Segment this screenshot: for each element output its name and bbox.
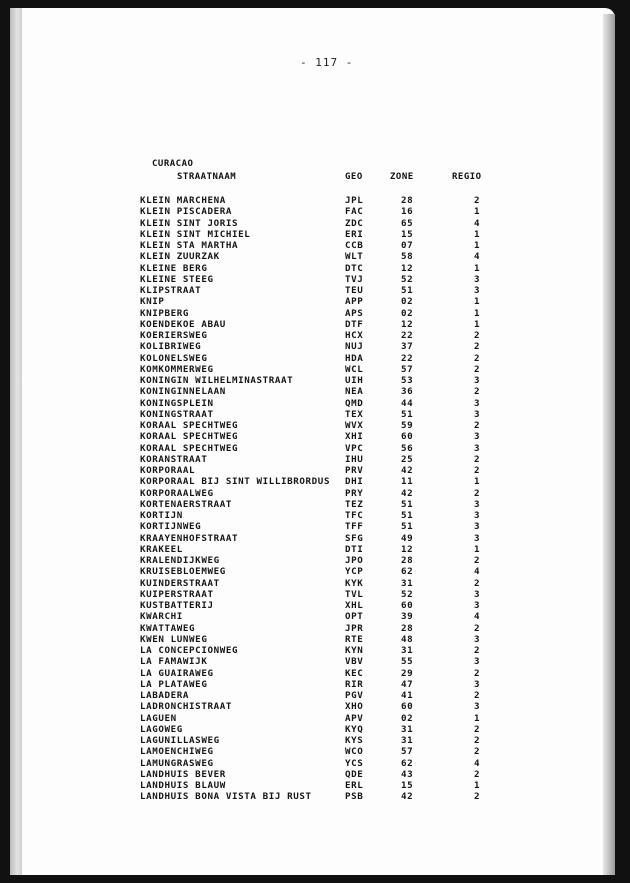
geo-code: JPR — [345, 622, 364, 634]
zone-number: 12 — [401, 318, 414, 330]
geo-code: UIH — [345, 375, 364, 386]
street-name: KORTIJN — [140, 510, 183, 521]
street-name: KLEIN SINT MICHIEL — [140, 228, 251, 240]
zone-number: 58 — [401, 251, 414, 263]
table-row — [10, 364, 615, 375]
document-page — [10, 8, 615, 875]
regio-number: 1 — [474, 240, 481, 251]
zone-number: 29 — [401, 667, 414, 679]
zone-number: 15 — [401, 780, 414, 791]
zone-number: 39 — [401, 611, 414, 623]
street-name: KLEINE BERG — [140, 262, 208, 274]
table-row — [10, 645, 615, 656]
geo-code: WVX — [345, 420, 364, 431]
island-title: CURACAO — [152, 159, 194, 169]
zone-number: 22 — [401, 330, 414, 341]
zone-number: 31 — [401, 577, 414, 589]
zone-number: 52 — [401, 588, 414, 600]
geo-code: KYS — [345, 735, 364, 746]
regio-number: 4 — [474, 611, 481, 623]
table-row — [10, 341, 615, 352]
regio-number: 3 — [474, 521, 481, 533]
geo-code: OPT — [345, 611, 364, 623]
regio-number: 4 — [474, 251, 481, 263]
table-row — [10, 521, 615, 532]
table-row — [10, 724, 615, 735]
zone-number: 15 — [401, 228, 414, 240]
geo-code: PRY — [345, 487, 364, 499]
geo-code: HCX — [345, 330, 364, 341]
regio-number: 4 — [474, 757, 481, 769]
geo-code: PGV — [345, 690, 364, 701]
table-row — [10, 206, 615, 217]
street-name: KNIPBERG — [140, 307, 190, 319]
zone-number: 62 — [401, 566, 414, 578]
table-row — [10, 398, 615, 409]
regio-number: 3 — [474, 375, 481, 386]
street-name: LAGUNILLASWEG — [140, 735, 220, 746]
regio-number: 2 — [474, 735, 481, 746]
geo-code: APV — [345, 712, 364, 724]
table-row — [10, 308, 615, 319]
geo-code: YCS — [345, 757, 364, 769]
table-row — [10, 274, 615, 285]
zone-number: 25 — [401, 453, 414, 465]
table-row — [10, 623, 615, 634]
zone-number: 42 — [401, 465, 414, 476]
zone-number: 57 — [401, 363, 414, 375]
street-name: KRUISEBLOEMWEG — [140, 566, 226, 578]
regio-number: 2 — [474, 352, 481, 364]
regio-number: 1 — [474, 228, 481, 240]
geo-code: TVL — [345, 588, 364, 600]
geo-code: TFF — [345, 521, 364, 533]
zone-number: 02 — [401, 307, 414, 319]
zone-number: 60 — [401, 431, 414, 443]
regio-number: 3 — [474, 408, 481, 420]
street-name: KONINGINNELAAN — [140, 386, 226, 398]
street-name: KWARCHI — [140, 611, 183, 623]
street-name: LA FAMAWIJK — [140, 656, 208, 668]
table-row — [10, 454, 615, 465]
regio-number: 1 — [474, 296, 481, 308]
table-row — [10, 713, 615, 724]
geo-code: VPC — [345, 442, 364, 454]
geo-code: NEA — [345, 386, 364, 398]
geo-code: ERL — [345, 780, 364, 791]
street-name: KUINDERSTRAAT — [140, 577, 220, 589]
regio-number: 1 — [474, 262, 481, 274]
regio-number: 2 — [474, 363, 481, 375]
regio-number: 3 — [474, 600, 481, 611]
table-row — [10, 218, 615, 229]
zone-number: 28 — [401, 195, 414, 206]
table-row — [10, 263, 615, 274]
geo-code: HDA — [345, 352, 364, 364]
zone-number: 51 — [401, 521, 414, 533]
table-row — [10, 679, 615, 690]
street-name: KONINGIN WILHELMINASTRAAT — [140, 375, 294, 386]
regio-number: 1 — [474, 476, 481, 488]
geo-code: TEU — [345, 285, 364, 296]
zone-number: 16 — [401, 206, 414, 218]
zone-number: 65 — [401, 217, 414, 229]
street-name: KORAAL SPECHTWEG — [140, 420, 239, 431]
street-name: KORPORAAL BIJ SINT WILLIBRORDUS — [140, 476, 331, 488]
regio-number: 3 — [474, 656, 481, 668]
table-row — [10, 240, 615, 251]
geo-code: FAC — [345, 206, 364, 218]
table-row — [10, 510, 615, 521]
regio-number: 1 — [474, 543, 481, 555]
zone-number: 12 — [401, 262, 414, 274]
regio-number: 2 — [474, 768, 481, 780]
zone-number: 51 — [401, 408, 414, 420]
table-row — [10, 465, 615, 476]
street-name: KORPORAALWEG — [140, 487, 214, 499]
zone-number: 60 — [401, 600, 414, 611]
regio-number: 2 — [474, 555, 481, 566]
geo-code: KEC — [345, 667, 364, 679]
street-name: KRALENDIJKWEG — [140, 555, 220, 566]
geo-code: VBV — [345, 656, 364, 668]
geo-code: KYN — [345, 645, 364, 656]
table-row — [10, 701, 615, 712]
regio-number: 3 — [474, 273, 481, 285]
regio-number: 3 — [474, 532, 481, 544]
zone-number: 56 — [401, 442, 414, 454]
table-row — [10, 566, 615, 577]
street-name: KUSTBATTERIJ — [140, 600, 214, 611]
zone-number: 07 — [401, 240, 414, 251]
geo-code: WCL — [345, 363, 364, 375]
zone-number: 59 — [401, 420, 414, 431]
zone-number: 43 — [401, 768, 414, 780]
zone-number: 28 — [401, 622, 414, 634]
street-name: KORTIJNWEG — [140, 521, 202, 533]
zone-number: 42 — [401, 791, 414, 803]
regio-number: 1 — [474, 712, 481, 724]
geo-code: PSB — [345, 791, 364, 803]
geo-code: IHU — [345, 453, 364, 465]
zone-number: 41 — [401, 690, 414, 701]
zone-number: 48 — [401, 633, 414, 645]
street-name: KLEIN ZUURZAK — [140, 251, 220, 263]
zone-number: 31 — [401, 723, 414, 735]
street-name: KOENDEKOE ABAU — [140, 318, 226, 330]
street-name: KOLIBRIWEG — [140, 341, 202, 353]
street-name: LAMUNGRASWEG — [140, 757, 214, 769]
regio-number: 3 — [474, 701, 481, 713]
regio-number: 4 — [474, 566, 481, 578]
street-name: LAMOENCHIWEG — [140, 746, 214, 758]
regio-number: 3 — [474, 678, 481, 690]
regio-number: 2 — [474, 667, 481, 679]
zone-number: 02 — [401, 296, 414, 308]
regio-number: 2 — [474, 420, 481, 431]
regio-number: 2 — [474, 791, 481, 803]
street-name: KORAAL SPECHTWEG — [140, 442, 239, 454]
table-row — [10, 353, 615, 364]
regio-number: 1 — [474, 206, 481, 218]
zone-number: 47 — [401, 678, 414, 690]
geo-code: SFG — [345, 532, 364, 544]
zone-number: 12 — [401, 543, 414, 555]
street-name: KORAAL SPECHTWEG — [140, 431, 239, 443]
zone-number: 51 — [401, 285, 414, 296]
street-name: KWATTAWEG — [140, 622, 196, 634]
street-name: KONINGSTRAAT — [140, 408, 214, 420]
table-row — [10, 251, 615, 262]
table-row — [10, 296, 615, 307]
zone-number: 37 — [401, 341, 414, 353]
geo-code: CCB — [345, 240, 364, 251]
geo-code: TFC — [345, 510, 364, 521]
geo-code: DTC — [345, 262, 364, 274]
regio-number: 1 — [474, 780, 481, 791]
street-name: LA PLATAWEG — [140, 678, 208, 690]
geo-code: DTI — [345, 543, 364, 555]
geo-code: YCP — [345, 566, 364, 578]
street-name: KORANSTRAAT — [140, 453, 208, 465]
header-geo: GEO — [345, 172, 363, 182]
geo-code: APP — [345, 296, 364, 308]
regio-number: 4 — [474, 217, 481, 229]
table-row — [10, 285, 615, 296]
zone-number: 02 — [401, 712, 414, 724]
regio-number: 2 — [474, 465, 481, 476]
table-row — [10, 488, 615, 499]
geo-code: QDE — [345, 768, 364, 780]
zone-number: 51 — [401, 510, 414, 521]
zone-number: 31 — [401, 645, 414, 656]
zone-number: 11 — [401, 476, 414, 488]
regio-number: 3 — [474, 510, 481, 521]
geo-code: XHI — [345, 431, 364, 443]
regio-number: 2 — [474, 577, 481, 589]
zone-number: 36 — [401, 386, 414, 398]
zone-number: 49 — [401, 532, 414, 544]
street-name: KOERIERSWEG — [140, 330, 208, 341]
regio-number: 2 — [474, 195, 481, 206]
street-name: LADRONCHISTRAAT — [140, 701, 232, 713]
table-row — [10, 668, 615, 679]
table-row — [10, 578, 615, 589]
regio-number: 3 — [474, 588, 481, 600]
geo-code: QMD — [345, 397, 364, 409]
street-name: KONINGSPLEIN — [140, 397, 214, 409]
geo-code: TEX — [345, 408, 364, 420]
zone-number: 44 — [401, 397, 414, 409]
geo-code: TEZ — [345, 498, 364, 510]
table-row — [10, 431, 615, 442]
table-row — [10, 476, 615, 487]
regio-number: 2 — [474, 690, 481, 701]
street-name: KLEIN MARCHENA — [140, 195, 226, 206]
zone-number: 57 — [401, 746, 414, 758]
regio-number: 3 — [474, 442, 481, 454]
table-row — [10, 386, 615, 397]
regio-number: 2 — [474, 622, 481, 634]
street-name: KUIPERSTRAAT — [140, 588, 214, 600]
geo-code: JPL — [345, 195, 364, 206]
table-row — [10, 544, 615, 555]
zone-number: 31 — [401, 735, 414, 746]
street-name: LANDHUIS BLAUW — [140, 780, 226, 791]
table-row — [10, 555, 615, 566]
street-name: KRAAYENHOFSTRAAT — [140, 532, 239, 544]
table-row — [10, 533, 615, 544]
street-name: LANDHUIS BEVER — [140, 768, 226, 780]
regio-number: 2 — [474, 386, 481, 398]
street-name: KORTENAERSTRAAT — [140, 498, 232, 510]
regio-number: 2 — [474, 746, 481, 758]
street-name: LABADERA — [140, 690, 190, 701]
regio-number: 3 — [474, 431, 481, 443]
street-name: KOMKOMMERWEG — [140, 363, 214, 375]
geo-code: KYK — [345, 577, 364, 589]
street-name: KLEIN SINT JORIS — [140, 217, 239, 229]
geo-code: ZDC — [345, 217, 364, 229]
page-number: - 117 - — [300, 56, 354, 69]
street-name: KWEN LUNWEG — [140, 633, 208, 645]
street-name: LANDHUIS BONA VISTA BIJ RUST — [140, 791, 312, 803]
zone-number: 60 — [401, 701, 414, 713]
geo-code: KYQ — [345, 723, 364, 735]
street-name: KOLONELSWEG — [140, 352, 208, 364]
header-straatnaam: STRAATNAAM — [177, 172, 237, 182]
street-name: KRAKEEL — [140, 543, 183, 555]
geo-code: XHO — [345, 701, 364, 713]
geo-code: PRV — [345, 465, 364, 476]
geo-code: WCO — [345, 746, 364, 758]
street-name: LA GUAIRAWEG — [140, 667, 214, 679]
table-row — [10, 735, 615, 746]
table-row — [10, 319, 615, 330]
street-name: LAGUEN — [140, 712, 177, 724]
table-row — [10, 780, 615, 791]
regio-number: 1 — [474, 307, 481, 319]
zone-number: 62 — [401, 757, 414, 769]
table-row — [10, 330, 615, 341]
zone-number: 52 — [401, 273, 414, 285]
geo-code: RTE — [345, 633, 364, 645]
street-name: KLEIN STA MARTHA — [140, 240, 239, 251]
regio-number: 3 — [474, 498, 481, 510]
table-row — [10, 611, 615, 622]
zone-number: 22 — [401, 352, 414, 364]
regio-number: 2 — [474, 330, 481, 341]
header-regio: REGIO — [452, 172, 482, 182]
geo-code: WLT — [345, 251, 364, 263]
street-name: KLEINE STEEG — [140, 273, 214, 285]
table-row — [10, 375, 615, 386]
zone-number: 55 — [401, 656, 414, 668]
geo-code: APS — [345, 307, 364, 319]
geo-code: DTF — [345, 318, 364, 330]
geo-code: RIR — [345, 678, 364, 690]
header-zone: ZONE — [390, 172, 414, 182]
table-row — [10, 229, 615, 240]
table-row — [10, 634, 615, 645]
zone-number: 28 — [401, 555, 414, 566]
street-name: KNIP — [140, 296, 165, 308]
table-row — [10, 589, 615, 600]
street-name: LAGOWEG — [140, 723, 183, 735]
zone-number: 53 — [401, 375, 414, 386]
regio-number: 2 — [474, 723, 481, 735]
geo-code: DHI — [345, 476, 364, 488]
zone-number: 51 — [401, 498, 414, 510]
table-row — [10, 195, 615, 206]
regio-number: 1 — [474, 318, 481, 330]
regio-number: 2 — [474, 341, 481, 353]
street-name: KLIPSTRAAT — [140, 285, 202, 296]
regio-number: 2 — [474, 487, 481, 499]
table-row — [10, 443, 615, 454]
table-row — [10, 791, 615, 802]
zone-number: 42 — [401, 487, 414, 499]
table-row — [10, 690, 615, 701]
geo-code: XHL — [345, 600, 364, 611]
table-row — [10, 769, 615, 780]
geo-code: NUJ — [345, 341, 364, 353]
regio-number: 3 — [474, 397, 481, 409]
regio-number: 2 — [474, 645, 481, 656]
table-row — [10, 746, 615, 757]
table-row — [10, 600, 615, 611]
table-row — [10, 499, 615, 510]
regio-number: 3 — [474, 633, 481, 645]
geo-code: TVJ — [345, 273, 364, 285]
street-name: KLEIN PISCADERA — [140, 206, 232, 218]
regio-number: 2 — [474, 453, 481, 465]
geo-code: ERI — [345, 228, 364, 240]
table-row — [10, 409, 615, 420]
table-row — [10, 758, 615, 769]
table-row — [10, 656, 615, 667]
street-name: KORPORAAL — [140, 465, 196, 476]
regio-number: 3 — [474, 285, 481, 296]
table-row — [10, 420, 615, 431]
geo-code: JPO — [345, 555, 364, 566]
street-name: LA CONCEPCIONWEG — [140, 645, 239, 656]
